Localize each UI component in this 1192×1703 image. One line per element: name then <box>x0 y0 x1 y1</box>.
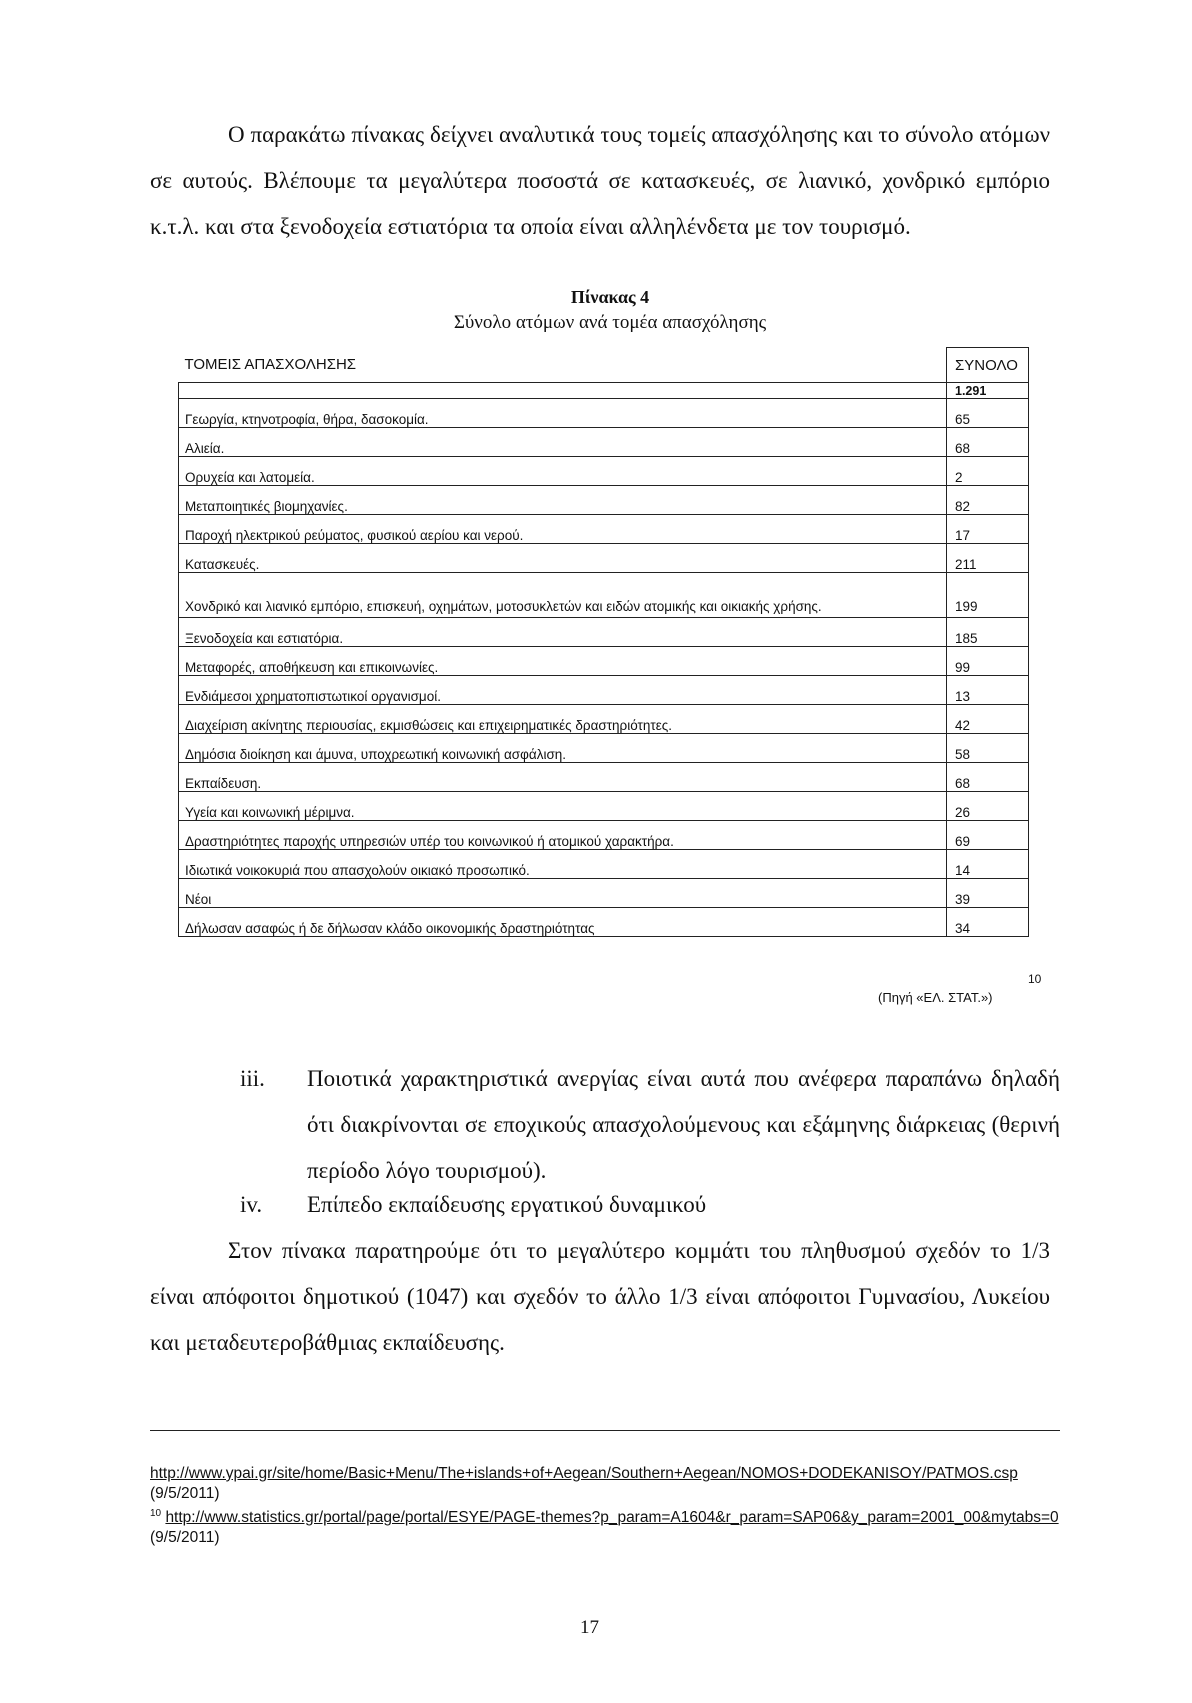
page-number: 17 <box>580 1617 599 1638</box>
footnote-9-date: (9/5/2011) <box>150 1485 220 1502</box>
total-cell: 69 <box>947 821 1029 850</box>
sector-cell: Διαχείριση ακίνητης περιουσίας, εκμισθώσεις και επιχειρηματικές δραστηριότητες. <box>179 705 947 734</box>
footnote-10 <box>150 1504 1060 1548</box>
table-row <box>179 763 1029 792</box>
total-cell: 26 <box>947 792 1029 821</box>
sector-cell: Μεταφορές, αποθήκευση και επικοινωνίες. <box>179 647 947 676</box>
sector-cell: Κατασκευές. <box>179 544 947 573</box>
total-cell: 82 <box>947 486 1029 515</box>
table-row <box>179 544 1029 573</box>
sector-cell: Ιδιωτικά νοικοκυριά που απασχολούν οικιακό προσωπικό. <box>179 850 947 879</box>
table-row <box>179 647 1029 676</box>
footnote-divider <box>150 1430 1060 1431</box>
list-text: Επίπεδο εκπαίδευσης εργατικού δυναμικού <box>307 1192 707 1217</box>
total-cell: 99 <box>947 647 1029 676</box>
table-row <box>179 821 1029 850</box>
sector-cell: Χονδρικό και λιανικό εμπόριο, επισκευή, οχημάτων, μοτοσυκλετών και ειδών ατομικής και οικιακής χρήσης. <box>179 573 947 618</box>
grand-total-row <box>179 383 1029 399</box>
total-cell: 68 <box>947 763 1029 792</box>
table-row <box>179 705 1029 734</box>
total-cell: 185 <box>947 618 1029 647</box>
header-total: ΣΥΝΟΛΟ <box>947 348 1029 383</box>
total-cell: 17 <box>947 515 1029 544</box>
footnote-10-date: (9/5/2011) <box>150 1529 220 1547</box>
sector-cell: Εκπαίδευση. <box>179 763 947 792</box>
table-row <box>179 618 1029 647</box>
sector-cell: Μεταποιητικές βιομηχανίες. <box>179 486 947 515</box>
sector-cell: Παροχή ηλεκτρικού ρεύματος, φυσικού αερίου και νερού. <box>179 515 947 544</box>
total-cell: 68 <box>947 428 1029 457</box>
total-cell: 2 <box>947 457 1029 486</box>
total-cell: 14 <box>947 850 1029 879</box>
table-row <box>179 573 1029 618</box>
footnotes <box>150 1464 1060 1548</box>
list-number: iii. <box>240 1066 265 1091</box>
table-source: (Πηγή «ΕΛ. ΣΤΑΤ.») <box>878 990 993 1005</box>
total-cell: 34 <box>947 908 1029 937</box>
body-paragraph-text: Στον πίνακα παρατηρούμε ότι το μεγαλύτερο κομμάτι του πληθυσμού σχεδόν το 1/3 είναι απόφοιτοι δημοτικού (1047) και σχεδόν το άλλο 1/3 είναι απόφοιτοι Γυμνασίου, Λυκείου και μεταδευτεροβάθμιας εκπαίδευσης. <box>150 1238 1050 1355</box>
header-sector: ΤΟΜΕΙΣ ΑΠΑΣΧΟΛΗΣΗΣ <box>179 348 947 383</box>
table-row <box>179 879 1029 908</box>
sector-cell: Υγεία και κοινωνική μέριμνα. <box>179 792 947 821</box>
total-cell: 42 <box>947 705 1029 734</box>
total-cell: 13 <box>947 676 1029 705</box>
total-cell: 199 <box>947 573 1029 618</box>
footnote-10-mark: 10 <box>150 1508 162 1519</box>
total-cell: 211 <box>947 544 1029 573</box>
total-cell: 39 <box>947 879 1029 908</box>
sector-cell: Νέοι <box>179 879 947 908</box>
source-footnote-ref: 10 <box>1028 972 1042 986</box>
sector-cell: Δημόσια διοίκηση και άμυνα, υποχρεωτική κοινωνική ασφάλιση. <box>179 734 947 763</box>
table-row <box>179 399 1029 428</box>
grand-total-label <box>179 383 947 399</box>
table-row <box>179 792 1029 821</box>
table-row <box>179 515 1029 544</box>
table-row <box>179 676 1029 705</box>
sector-cell: Ενδιάμεσοι χρηματοπιστωτικοί οργανισμοί. <box>179 676 947 705</box>
intro-paragraph <box>150 112 1050 250</box>
grand-total-value: 1.291 <box>947 383 1029 399</box>
list-text: Ποιοτικά χαρακτηριστικά ανεργίας είναι αυτά που ανέφερα παραπάνω δηλαδή ότι διακρίνονται σε εποχικούς απασχολούμενους και εξάμηνης διάρκειας (θερινή περίοδο λόγο τουρισμού). <box>307 1066 1060 1183</box>
table-row <box>179 486 1029 515</box>
employment-table <box>178 347 1029 937</box>
footnote-10-link[interactable]: http://www.statistics.gr/portal/page/portal/ESYE/PAGE-themes?p_param=A1604&r_param=SAP06&y_param=2001_00&mytabs=0 <box>165 1509 1059 1527</box>
intro-text: Ο παρακάτω πίνακας δείχνει αναλυτικά τους τομείς απασχόλησης και το σύνολο ατόμων σε αυτούς. Βλέπουμε τα μεγαλύτερα ποσοστά σε κατασκευές, σε λιανικό, χονδρικό εμπόριο κ.τ.λ. και στα ξενοδοχεία εστιατόρια τα οποία είναι αλληλένδετα με τον τουρισμό. <box>150 122 1050 239</box>
total-cell: 58 <box>947 734 1029 763</box>
table-header-row <box>179 348 1029 383</box>
table-row <box>179 734 1029 763</box>
sector-cell: Γεωργία, κτηνοτροφία, θήρα, δασοκομία. <box>179 399 947 428</box>
sector-cell: Δραστηριότητες παροχής υπηρεσιών υπέρ του κοινωνικού ή ατομικού χαρακτήρα. <box>179 821 947 850</box>
table-row <box>179 850 1029 879</box>
table-row <box>179 428 1029 457</box>
list-number: iv. <box>240 1192 263 1217</box>
total-cell: 65 <box>947 399 1029 428</box>
table-row <box>179 457 1029 486</box>
sector-cell: Ορυχεία και λατομεία. <box>179 457 947 486</box>
sector-cell: Αλιεία. <box>179 428 947 457</box>
body-paragraph <box>150 1228 1050 1366</box>
footnote-9-link[interactable]: http://www.ypai.gr/site/home/Basic+Menu/The+islands+of+Aegean/Southern+Aegean/NOMOS+DODEKANISOY/PATMOS.csp <box>150 1465 1018 1482</box>
table-caption-subtitle: Σύνολο ατόμων ανά τομέα απασχόλησης <box>453 312 767 333</box>
table-row <box>179 908 1029 937</box>
table-caption-title: Πίνακας 4 <box>570 287 650 307</box>
sector-cell: Δήλωσαν ασαφώς ή δε δήλωσαν κλάδο οικονομικής δραστηριότητας <box>179 908 947 937</box>
sector-cell: Ξενοδοχεία και εστιατόρια. <box>179 618 947 647</box>
footnote-9 <box>150 1464 1060 1504</box>
